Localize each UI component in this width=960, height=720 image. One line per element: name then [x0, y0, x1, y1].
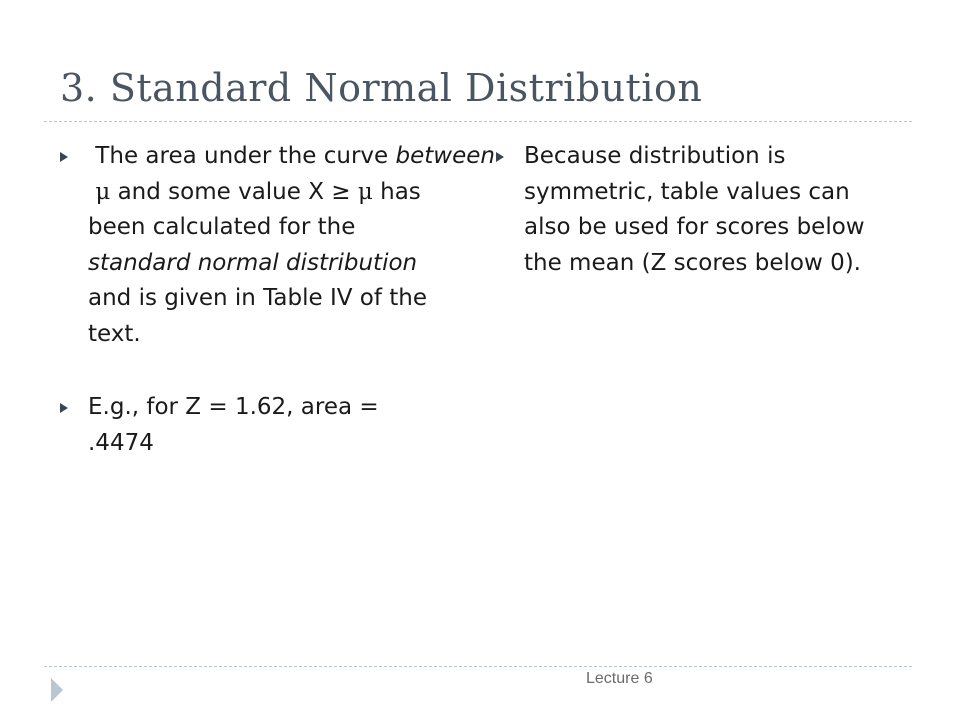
bullet-text: and some value X ≥: [110, 178, 358, 205]
bullet-text-italic: between: [395, 143, 495, 169]
mu-symbol: μ: [357, 178, 373, 205]
triangle-bullet-icon: [496, 152, 504, 162]
bullet-example: [60, 390, 440, 461]
triangle-bullet-icon: [60, 403, 68, 413]
mu-symbol: μ: [95, 178, 111, 205]
bullet-symmetric: [496, 139, 896, 281]
title-divider: [44, 121, 912, 122]
footer-arrow-icon: [51, 678, 63, 702]
bullet-text: E.g., for Z = 1.62, area = .4474: [88, 394, 379, 456]
bullet-area-under-curve: [60, 139, 495, 352]
bullet-text: The area under the curve: [88, 143, 396, 169]
bullet-text-italic: standard normal distribution: [88, 249, 418, 276]
footer-divider: [44, 666, 912, 667]
bullet-text: and is given in Table IV of the text.: [88, 285, 428, 347]
triangle-bullet-icon: [60, 152, 68, 162]
bullet-text: has been calculated for the: [88, 178, 421, 240]
left-column: [60, 139, 495, 499]
slide-title: 3. Standard Normal Distribution: [60, 66, 703, 110]
bullet-text: Because distribution is symmetric, table values can also be used for scores below the mean (Z scores below 0).: [524, 143, 865, 276]
footer-lecture-label: Lecture 6: [586, 670, 653, 687]
right-column: [496, 139, 896, 319]
